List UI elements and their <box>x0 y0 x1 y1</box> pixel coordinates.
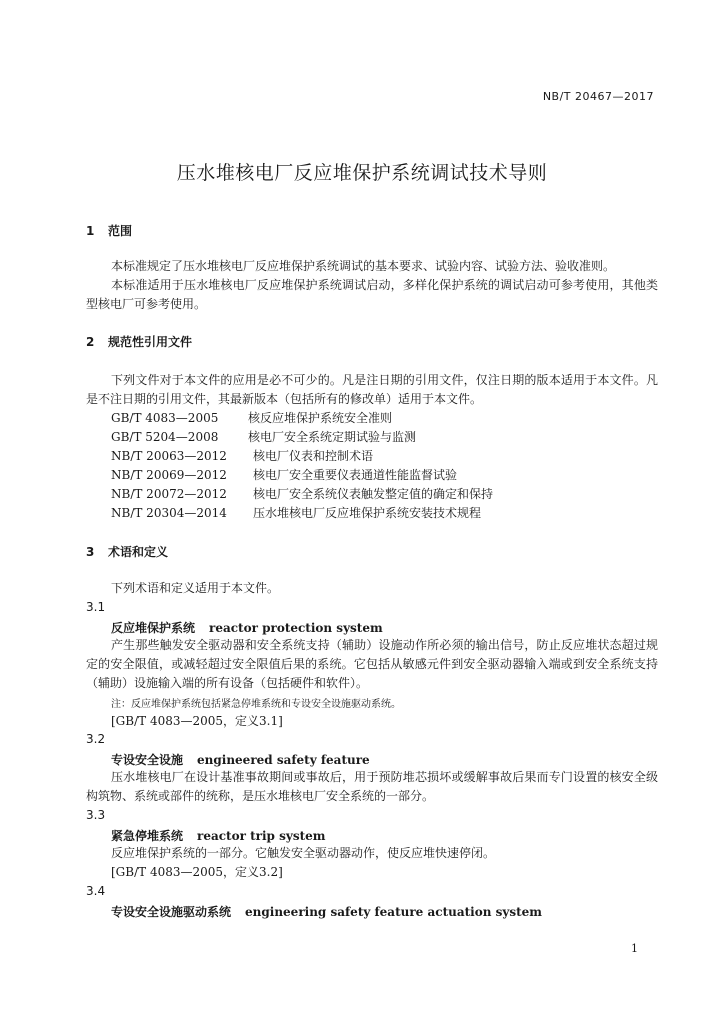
clause-number: 3.3 <box>86 808 106 822</box>
reference-title: 核电厂安全重要仪表通道性能监督试验 <box>253 468 458 482</box>
reference-item <box>111 428 416 447</box>
scope-paragraph-1: 本标准规定了压水堆核电厂反应堆保护系统调试的基本要求、试验内容、试验方法、验收准则。 <box>111 259 616 273</box>
reference-code: GB/T 4083—2005 <box>111 411 219 425</box>
clause-number: 3.2 <box>86 732 106 746</box>
term-zh: 紧急停堆系统 <box>111 829 184 843</box>
section-3-heading <box>86 543 168 560</box>
clause-number: 3.1 <box>86 600 106 614</box>
page-number: 1 <box>631 942 638 955</box>
doc-number: NB/T 20467—2017 <box>542 90 654 103</box>
clause-number: 3.4 <box>86 884 106 898</box>
reference-title: 压水堆核电厂反应堆保护系统安装技术规程 <box>253 506 482 520</box>
term-zh: 反应堆保护系统 <box>111 621 196 635</box>
section-title: 范围 <box>108 224 133 238</box>
term-zh: 专设安全设施 <box>111 753 184 767</box>
reference-title: 核电厂安全系统定期试验与监测 <box>248 430 417 444</box>
section-number: 2 <box>86 335 95 349</box>
reference-code: NB/T 20069—2012 <box>111 468 227 482</box>
term-zh: 专设安全设施驱动系统 <box>111 905 232 919</box>
reference-item <box>111 466 457 485</box>
reference-code: NB/T 20072—2012 <box>111 487 227 501</box>
term-definition: 压水堆核电厂在设计基准事故期间或事故后，用于预防堆芯损坏或缓解事故后果而专门设置的核安全级构筑物、系统或部件的统称，是压水堆核电厂安全系统的一部分。 <box>86 770 658 803</box>
term-en: engineering safety feature actuation system <box>245 905 542 919</box>
reference-title: 核电厂仪表和控制术语 <box>253 449 374 463</box>
term-en: reactor trip system <box>197 829 326 843</box>
section-title: 规范性引用文件 <box>108 335 193 349</box>
reference-code: GB/T 5204—2008 <box>111 430 219 444</box>
term-en: engineered safety feature <box>197 753 370 767</box>
term-source: [GB/T 4083—2005，定义3.1] <box>111 714 283 728</box>
section-2-heading <box>86 333 192 350</box>
section-number: 1 <box>86 224 95 238</box>
references-intro: 下列文件对于本文件的应用是必不可少的。凡是注日期的引用文件，仅注日期的版本适用于本文件。凡是不注日期的引用文件，其最新版本（包括所有的修改单）适用于本文件。 <box>86 373 658 406</box>
reference-item <box>111 485 493 504</box>
term-en: reactor protection system <box>209 621 383 635</box>
term-definition: 产生那些触发安全驱动器和安全系统支持（辅助）设施动作所必须的输出信号，防止反应堆状态超过规定的安全限值，或减轻超过安全限值后果的系统。它包括从敏感元件到安全驱动器输入端或到安全系统支持（辅助）设施输入端的所有设备（包括硬件和软件）。 <box>86 638 658 690</box>
reference-code: NB/T 20063—2012 <box>111 449 227 463</box>
page-title: 压水堆核电厂反应堆保护系统调试技术导则 <box>176 162 548 184</box>
term-definition: 反应堆保护系统的一部分。它触发安全驱动器动作，使反应堆快速停闭。 <box>111 846 496 860</box>
reference-title: 核反应堆保护系统安全准则 <box>248 411 393 425</box>
term-heading <box>111 619 383 636</box>
reference-code: NB/T 20304—2014 <box>111 506 227 520</box>
terms-intro: 下列术语和定义适用于本文件。 <box>111 581 280 595</box>
reference-item <box>111 447 373 466</box>
scope-paragraph-2: 本标准适用于压水堆核电厂反应堆保护系统调试启动，多样化保护系统的调试启动可参考使用，其他类型核电厂可参考使用。 <box>86 278 658 311</box>
reference-title: 核电厂安全系统仪表触发整定值的确定和保持 <box>253 487 494 501</box>
term-heading <box>111 903 542 920</box>
reference-item <box>111 409 392 428</box>
reference-item <box>111 504 481 523</box>
term-heading <box>111 751 370 768</box>
section-number: 3 <box>86 545 95 559</box>
term-source: [GB/T 4083—2005，定义3.2] <box>111 865 283 879</box>
term-heading <box>111 827 325 844</box>
section-title: 术语和定义 <box>108 545 169 559</box>
term-note: 注：反应堆保护系统包括紧急停堆系统和专设安全设施驱动系统。 <box>111 699 401 710</box>
section-1-heading <box>86 222 132 239</box>
